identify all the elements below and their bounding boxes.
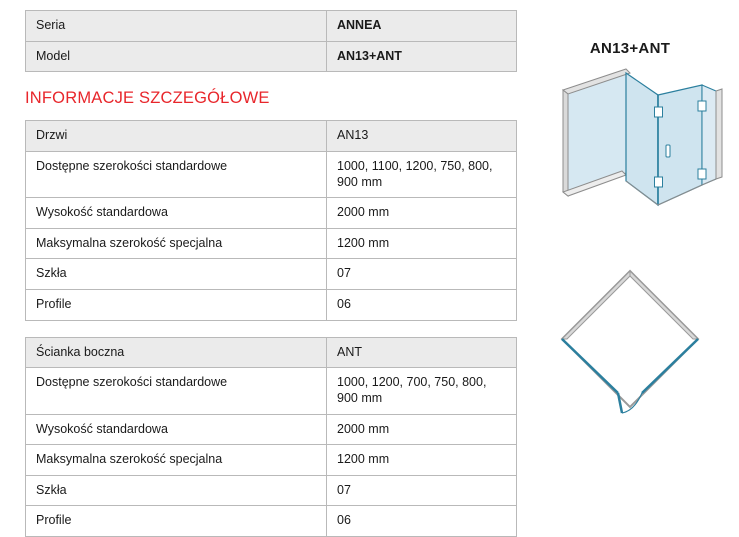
table-spacer <box>25 321 517 337</box>
side-row-label-3: Szkła <box>26 475 327 506</box>
door-row-label-1: Wysokość standardowa <box>26 198 327 229</box>
door-row-value-2: 1200 mm <box>327 228 517 259</box>
table-row <box>26 475 517 506</box>
door-row-label-3: Szkła <box>26 259 327 290</box>
side-row-label-1: Wysokość standardowa <box>26 414 327 445</box>
series-model-table <box>25 10 517 72</box>
table-row <box>26 41 517 72</box>
door-row-value-1: 2000 mm <box>327 198 517 229</box>
door-row-value-0: 1000, 1100, 1200, 750, 800, 900 mm <box>327 151 517 197</box>
table-row <box>26 368 517 414</box>
table-row <box>26 198 517 229</box>
door-row-value-3: 07 <box>327 259 517 290</box>
door-header-label: Drzwi <box>26 121 327 152</box>
side-panel-spec-table <box>25 337 517 537</box>
table-row <box>26 228 517 259</box>
door-row-label-2: Maksymalna szerokość specjalna <box>26 228 327 259</box>
table-row <box>26 121 517 152</box>
side-row-value-2: 1200 mm <box>327 445 517 476</box>
side-row-value-3: 07 <box>327 475 517 506</box>
side-row-label-4: Profile <box>26 506 327 537</box>
door-row-label-0: Dostępne szerokości standardowe <box>26 151 327 197</box>
shower-enclosure-plan-icon <box>530 257 730 417</box>
model-value: AN13+ANT <box>327 41 517 72</box>
side-row-value-1: 2000 mm <box>327 414 517 445</box>
table-row <box>26 445 517 476</box>
series-label: Seria <box>26 11 327 42</box>
table-row <box>26 151 517 197</box>
side-row-value-0: 1000, 1200, 700, 750, 800, 900 mm <box>327 368 517 414</box>
series-value: ANNEA <box>327 11 517 42</box>
shower-enclosure-3d-icon <box>530 65 730 235</box>
page-title: INFORMACJE SZCZEGÓŁOWE <box>25 89 270 108</box>
table-row <box>26 259 517 290</box>
table-row <box>26 290 517 321</box>
door-row-value-4: 06 <box>327 290 517 321</box>
model-label: Model <box>26 41 327 72</box>
side-header-label: Ścianka boczna <box>26 337 327 368</box>
door-header-value: AN13 <box>327 121 517 152</box>
door-row-label-4: Profile <box>26 290 327 321</box>
figures-column <box>530 10 730 510</box>
side-header-value: ANT <box>327 337 517 368</box>
door-spec-table <box>25 120 517 320</box>
table-row <box>26 506 517 537</box>
side-row-label-0: Dostępne szerokości standardowe <box>26 368 327 414</box>
specs-column <box>25 10 517 537</box>
table-row <box>26 11 517 42</box>
side-row-value-4: 06 <box>327 506 517 537</box>
table-row <box>26 337 517 368</box>
table-row <box>26 414 517 445</box>
side-row-label-2: Maksymalna szerokość specjalna <box>26 445 327 476</box>
figure-model-label: AN13+ANT <box>589 40 671 57</box>
